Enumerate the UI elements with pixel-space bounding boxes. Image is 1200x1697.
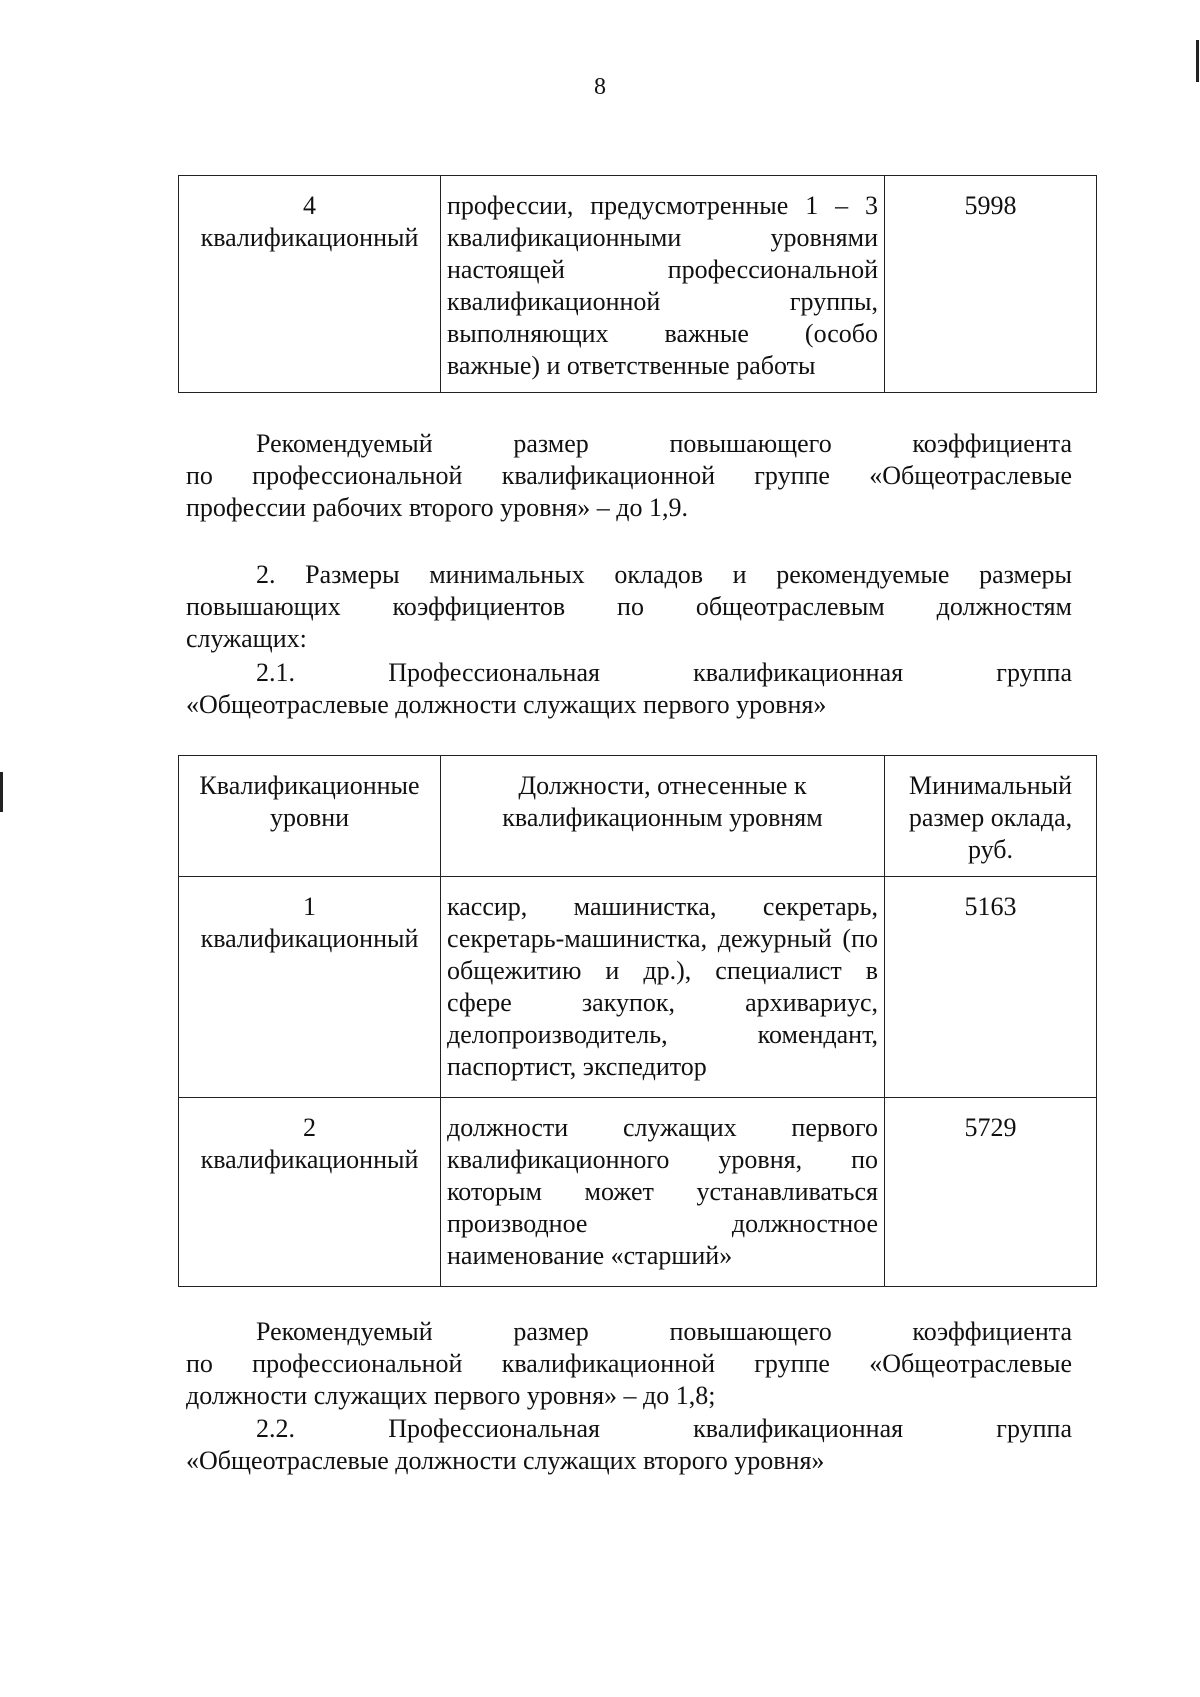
recommended-coefficient-paragraph-2 [186,1316,1072,1412]
salary-cell: 5998 [885,176,1097,393]
level-number: 2 [303,1113,316,1142]
level-cell [179,1098,441,1287]
section-2-paragraph [186,559,1072,655]
salary-cell: 5163 [885,877,1097,1098]
header-positions: Должности, отнесенные к квалификационным уровням [441,756,885,877]
page-number: 8 [594,74,606,100]
level-label: квалификационный [200,1145,419,1174]
paragraph-line: Рекомендуемый размер повышающего коэффициента [256,1317,1072,1346]
level-label: квалификационный [200,223,419,252]
paragraph-line: «Общеотраслевые должности служащих первого уровня» [186,690,827,719]
header-levels: Квалификационные уровни [179,756,441,877]
description-cell: профессии, предусмотренные 1 – 3 квалификационными уровнями настоящей профессиональной квалификационной группы, выполняющих важные (особо важные) и ответственные работы [441,176,885,393]
paragraph-line: по профессиональной квалификационной группе «Общеотраслевые [186,1349,1072,1378]
recommended-coefficient-paragraph-1 [186,428,1072,524]
table-header-row [179,756,1097,877]
level-number: 1 [303,892,316,921]
paragraph-line: должности служащих первого уровня» – до 1,8; [186,1381,716,1410]
scan-edge-mark-top [1196,40,1199,82]
paragraph-line: 2.2. Профессиональная квалификационная группа [256,1414,1072,1443]
paragraph-line: служащих: [186,624,307,653]
level-label: квалификационный [200,924,419,953]
paragraph-line: повышающих коэффициентов по общеотраслевым должностям [186,592,1072,621]
level-number: 4 [303,191,316,220]
paragraph-line: «Общеотраслевые должности служащих второго уровня» [186,1446,825,1475]
paragraph-line: 2. Размеры минимальных окладов и рекомендуемые размеры [256,560,1072,589]
salary-cell: 5729 [885,1098,1097,1287]
table-qualification-level-4 [178,175,1097,393]
description-cell: должности служащих первого квалификационного уровня, по которым может устанавливаться производное должностное наименование «старший» [441,1098,885,1287]
paragraph-line: по профессиональной квалификационной группе «Общеотраслевые [186,461,1072,490]
table-row [179,1098,1097,1287]
paragraph-line: профессии рабочих второго уровня» – до 1,9. [186,493,688,522]
scan-edge-mark-left [0,772,3,812]
level-cell [179,877,441,1098]
table-first-level-positions [178,755,1097,1287]
section-2-1-heading [186,657,1072,721]
header-min-salary: Минимальный размер оклада, руб. [885,756,1097,877]
table-row [179,176,1097,393]
description-cell: кассир, машинистка, секретарь, секретарь-машинистка, дежурный (по общежитию и др.), специалист в сфере закупок, архивариус, делопроизводитель, комендант, паспортист, экспедитор [441,877,885,1098]
section-2-2-heading [186,1413,1072,1477]
paragraph-line: Рекомендуемый размер повышающего коэффициента [256,429,1072,458]
table-row [179,877,1097,1098]
paragraph-line: 2.1. Профессиональная квалификационная группа [256,658,1072,687]
level-cell [179,176,441,393]
